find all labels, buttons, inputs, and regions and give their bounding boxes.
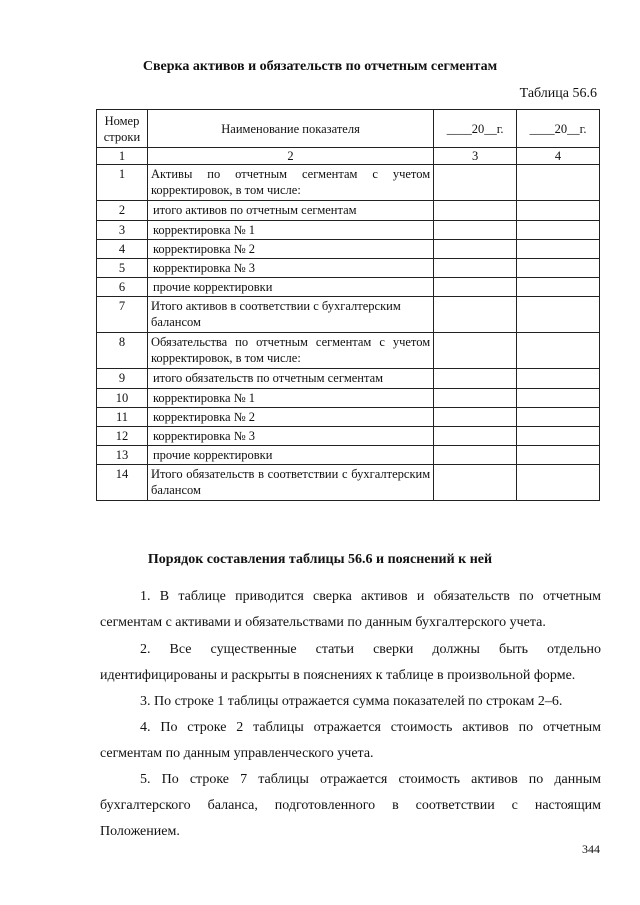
value-cell xyxy=(517,333,600,369)
value-cell xyxy=(517,240,600,259)
table-row xyxy=(97,240,600,259)
table-row xyxy=(97,297,600,333)
row-number: 13 xyxy=(97,446,148,465)
row-number: 7 xyxy=(97,297,148,333)
row-name: корректировка № 2 xyxy=(147,408,433,427)
table-row xyxy=(97,408,600,427)
value-cell xyxy=(517,408,600,427)
row-name: итого активов по отчетным сегментам xyxy=(147,201,433,221)
row-number: 14 xyxy=(97,465,148,501)
column-index-cell: 3 xyxy=(434,148,517,165)
document-title: Сверка активов и обязательств по отчетным сегментам xyxy=(142,59,498,74)
table-row xyxy=(97,221,600,240)
row-name: корректировка № 2 xyxy=(147,240,433,259)
value-cell xyxy=(434,240,517,259)
value-cell xyxy=(434,333,517,369)
row-name: корректировка № 3 xyxy=(147,259,433,278)
row-number: 9 xyxy=(97,369,148,389)
value-cell xyxy=(517,389,600,408)
row-name: Активы по отчетным сегментам с учетом корректировок, в том числе: xyxy=(147,165,433,201)
table-row xyxy=(97,446,600,465)
table-row xyxy=(97,165,600,201)
row-name: Итого обязательств в соответствии с бухгалтерским балансом xyxy=(147,465,433,501)
value-cell xyxy=(517,165,600,201)
page-number: 344 xyxy=(582,842,600,856)
table-row xyxy=(97,278,600,297)
column-index-cell: 4 xyxy=(517,148,600,165)
row-number: 8 xyxy=(97,333,148,369)
value-cell xyxy=(434,278,517,297)
value-cell xyxy=(434,446,517,465)
value-cell xyxy=(434,259,517,278)
section-title: Порядок составления таблицы 56.6 и пояснений к ней xyxy=(147,552,493,567)
paragraph-2 xyxy=(100,637,601,689)
paragraph-text: 3. По строке 1 таблицы отражается сумма показателей по строкам 2–6. xyxy=(140,694,563,709)
value-cell xyxy=(517,297,600,333)
paragraph-text: 1. В таблице приводится сверка активов и обязательств по отчетным сегментам с активами и обязательствами по данным бухгалтерского учета. xyxy=(100,589,601,630)
paragraph-text: 4. По строке 2 таблицы отражается стоимость активов по отчетным сегментам по данным управленческого учета. xyxy=(100,720,601,761)
paragraph-5 xyxy=(100,767,601,845)
paragraph-1 xyxy=(100,584,601,636)
row-number: 3 xyxy=(97,221,148,240)
header-year-1: ____20__г. xyxy=(434,110,517,148)
table-row xyxy=(97,427,600,446)
paragraph-text: 2. Все существенные статьи сверки должны быть отдельно идентифицированы и раскрыты в пояснениях к таблице в произвольной форме. xyxy=(100,642,601,683)
value-cell xyxy=(434,201,517,221)
header-row-number: Номер строки xyxy=(97,110,148,148)
row-name: итого обязательств по отчетным сегментам xyxy=(147,369,433,389)
row-number: 12 xyxy=(97,427,148,446)
row-name: корректировка № 3 xyxy=(147,427,433,446)
table-row xyxy=(97,465,600,501)
header-year-2: ____20__г. xyxy=(517,110,600,148)
row-number: 5 xyxy=(97,259,148,278)
column-index-cell: 1 xyxy=(97,148,148,165)
value-cell xyxy=(517,369,600,389)
row-number: 1 xyxy=(97,165,148,201)
row-name: корректировка № 1 xyxy=(147,221,433,240)
column-index-cell: 2 xyxy=(147,148,433,165)
row-number: 4 xyxy=(97,240,148,259)
table-row xyxy=(97,333,600,369)
row-name: Обязательства по отчетным сегментам с учетом корректировок, в том числе: xyxy=(147,333,433,369)
header-indicator-name: Наименование показателя xyxy=(147,110,433,148)
reconciliation-table xyxy=(96,109,600,501)
row-name: Итого активов в соответствии с бухгалтерским балансом xyxy=(147,297,433,333)
value-cell xyxy=(517,278,600,297)
table-header-row xyxy=(97,110,600,148)
table-row xyxy=(97,389,600,408)
row-name: прочие корректировки xyxy=(147,278,433,297)
row-name: корректировка № 1 xyxy=(147,389,433,408)
value-cell xyxy=(517,201,600,221)
value-cell xyxy=(517,221,600,240)
value-cell xyxy=(517,446,600,465)
table-row xyxy=(97,259,600,278)
value-cell xyxy=(434,297,517,333)
value-cell xyxy=(434,408,517,427)
paragraph-3 xyxy=(100,689,601,715)
column-index-row xyxy=(97,148,600,165)
value-cell xyxy=(517,465,600,501)
value-cell xyxy=(434,369,517,389)
row-name: прочие корректировки xyxy=(147,446,433,465)
table-number-label: Таблица 56.6 xyxy=(519,86,597,101)
table-row xyxy=(97,369,600,389)
paragraph-4 xyxy=(100,715,601,767)
row-number: 6 xyxy=(97,278,148,297)
row-number: 2 xyxy=(97,201,148,221)
value-cell xyxy=(434,165,517,201)
value-cell xyxy=(517,427,600,446)
paragraph-text: 5. По строке 7 таблицы отражается стоимость активов по данным бухгалтерского баланса, подготовленного в соответствии с настоящим Положением. xyxy=(100,772,601,839)
value-cell xyxy=(434,465,517,501)
value-cell xyxy=(517,259,600,278)
row-number: 11 xyxy=(97,408,148,427)
value-cell xyxy=(434,221,517,240)
value-cell xyxy=(434,389,517,408)
table-row xyxy=(97,201,600,221)
row-number: 10 xyxy=(97,389,148,408)
value-cell xyxy=(434,427,517,446)
